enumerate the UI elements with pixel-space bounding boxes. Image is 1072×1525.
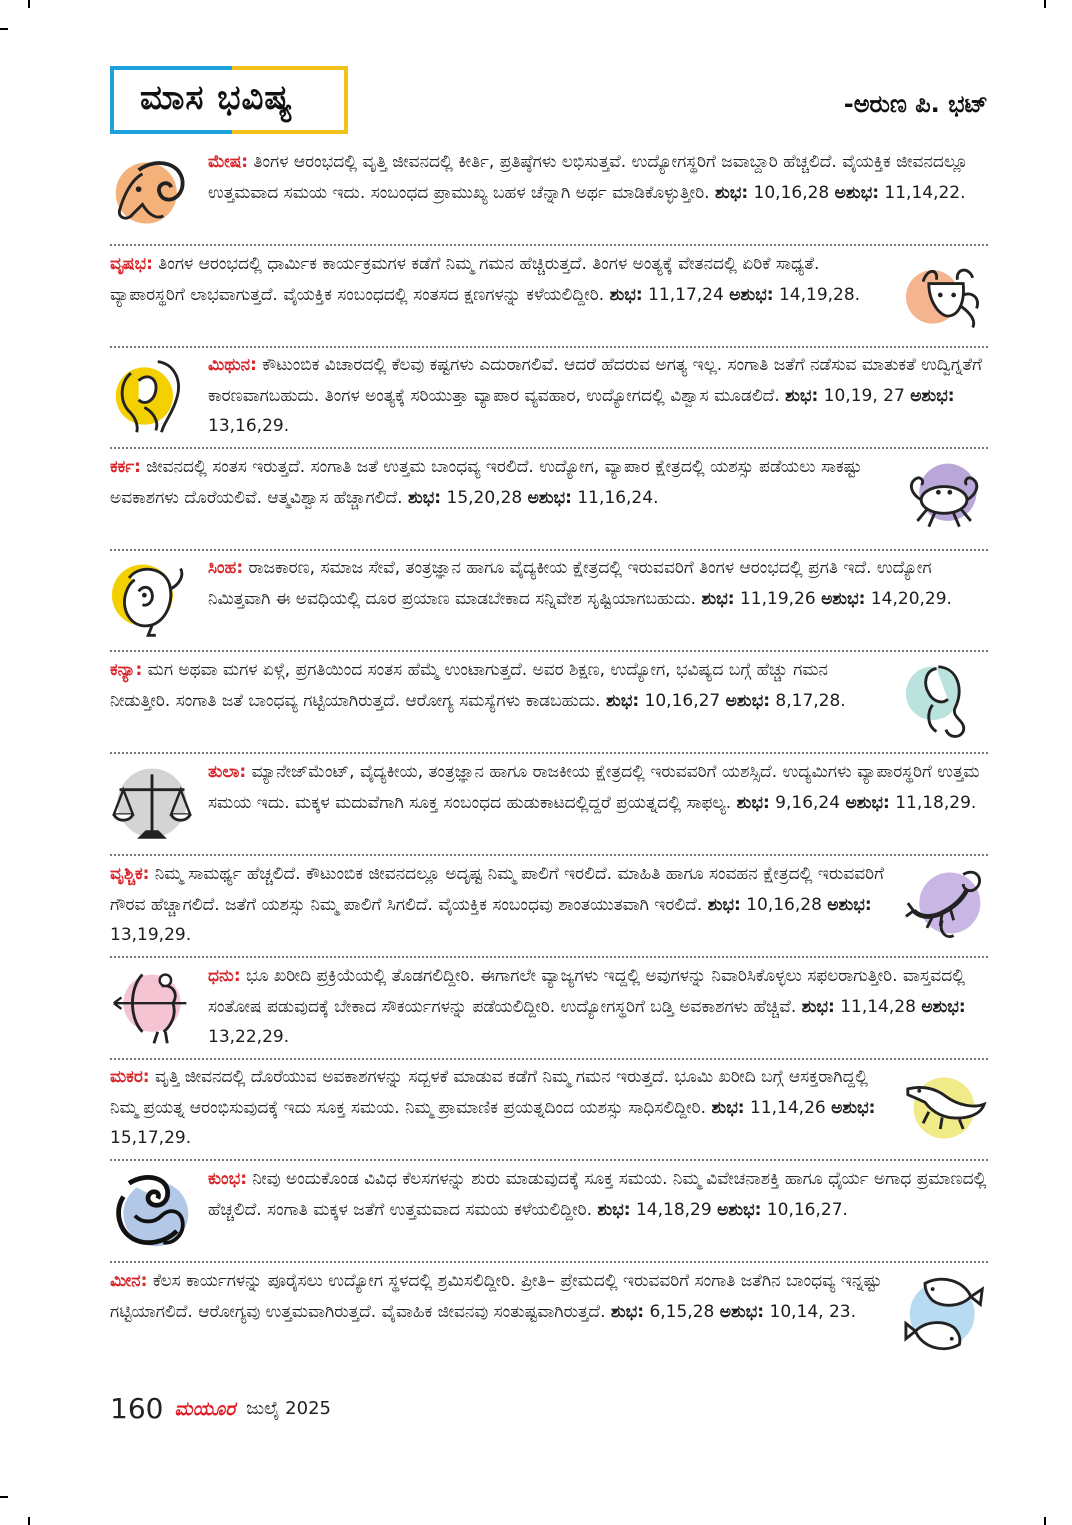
unlucky-dates: 11,14,22.	[884, 182, 966, 203]
page-number: 160	[110, 1392, 164, 1425]
ram-icon	[110, 151, 194, 235]
horoscope-entry	[110, 1058, 988, 1161]
horoscope-entry	[110, 753, 988, 856]
horoscope-text	[110, 452, 888, 513]
lucky-dates: 15,20,28	[446, 487, 523, 508]
water-bearer-icon	[110, 1168, 194, 1252]
prediction-text: ಮ್ಯಾನೇಜ್‌ಮೆಂಟ್, ವೈದ್ಯಕೀಯ, ತಂತ್ರಜ್ಞಾನ ಹಾಗೂ ರಾಜಕೀಯ ಕ್ಷೇತ್ರದಲ್ಲಿ ಇರುವವರಿಗೆ ಯಶಸ್ಸಿದೆ. ಉದ್ಯಮಿಗಳು ವ್ಯಾಪಾರಸ್ಥರಿಗೆ ಉತ್ತಮ ಸಮಯ ಇದು. ಮಕ್ಕಳ ಮದುವೆಗಾಗಿ ಸೂಕ್ತ ಸಂಬಂಧದ ಹುಡುಕಾಟದಲ್ಲಿದ್ದರೆ ಪ್ರಯತ್ನದಲ್ಲಿ ಸಾಫಲ್ಯ.	[208, 762, 980, 813]
horoscope-entry	[110, 346, 988, 449]
unlucky-dates: 10,14, 23.	[769, 1301, 857, 1322]
sign-name: ವೃಷಭ:	[110, 254, 153, 274]
unlucky-dates: 15,17,29.	[110, 1128, 192, 1148]
prediction-text: ಕೌಟುಂಬಿಕ ವಿಚಾರದಲ್ಲಿ ಕೆಲವು ಕಷ್ಟಗಳು ಎದುರಾಗಲಿವೆ. ಆದರೆ ಹೆದರುವ ಅಗತ್ಯ ಇಲ್ಲ. ಸಂಗಾತಿ ಜತೆಗೆ ನಡೆಸುವ ಮಾತುಕತೆ ಉದ್ವಿಗ್ನತೆಗೆ ಕಾರಣವಾಗಬಹುದು. ತಿಂಗಳ ಅಂತ್ಯಕ್ಕೆ ಸರಿಯುತ್ತಾ ವ್ಯಾಪಾರ ವ್ಯವಹಾರ, ಉದ್ಯೋಗದಲ್ಲಿ ವಿಶ್ವಾಸ ಮೂಡಲಿದೆ.	[208, 355, 982, 406]
horoscope-entry	[110, 143, 988, 246]
sign-name: ಕರ್ಕ:	[110, 457, 141, 477]
unlucky-dates: 11,18,29.	[895, 792, 977, 813]
unlucky-label: ಅಶುಭ:	[719, 1301, 765, 1322]
fish-icon	[904, 1270, 988, 1354]
prediction-text: ಭೂ ಖರೀದಿ ಪ್ರಕ್ರಿಯೆಯಲ್ಲಿ ತೊಡಗಲಿದ್ದೀರಿ. ಈಗಾಗಲೇ ವ್ಯಾಜ್ಯಗಳು ಇದ್ದಲ್ಲಿ ಅವುಗಳನ್ನು ನಿವಾರಿಸಿಕೊಳ್ಳಲು ಸಫಲರಾಗುತ್ತೀರಿ. ವಾಸ್ತವದಲ್ಲಿ ಸಂತೋಷ ಪಡುವುದಕ್ಕೆ ಬೇಕಾದ ಸೌಕರ್ಯಗಳನ್ನು ಪಡೆಯಲಿದ್ದೀರಿ. ಉದ್ಯೋಗಸ್ಥರಿಗೆ ಬಡ್ತಿ ಅವಕಾಶಗಳು ಹೆಚ್ಚಿವೆ.	[208, 966, 966, 1017]
prediction-text: ತಿಂಗಳ ಆರಂಭದಲ್ಲಿ ಧಾರ್ಮಿಕ ಕಾರ್ಯಕ್ರಮಗಳ ಕಡೆಗೆ ನಿಮ್ಮ ಗಮನ ಹೆಚ್ಚಿರುತ್ತದೆ. ತಿಂಗಳ ಅಂತ್ಯಕ್ಕೆ ವೇತನದಲ್ಲಿ ಏರಿಕೆ ಸಾಧ್ಯತೆ. ವ್ಯಾಪಾರಸ್ಥರಿಗೆ ಲಾಭವಾಗುತ್ತದೆ. ವೈಯಕ್ತಿಕ ಸಂಬಂಧದಲ್ಲಿ ಸಂತಸದ ಕ್ಷಣಗಳನ್ನು ಕಳೆಯಲಿದ್ದೀರಿ.	[110, 254, 820, 305]
horoscope-text	[208, 553, 988, 614]
prediction-text: ಕೆಲಸ ಕಾರ್ಯಗಳನ್ನು ಪೂರೈಸಲು ಉದ್ಯೋಗ ಸ್ಥಳದಲ್ಲಿ ಶ್ರಮಿಸಲಿದ್ದೀರಿ. ಪ್ರೀತಿ– ಪ್ರೇಮದಲ್ಲಿ ಇರುವವರಿಗೆ ಸಂಗಾತಿ ಜತೆಗಿನ ಬಾಂಧವ್ಯ ಇನ್ನಷ್ಟು ಗಟ್ಟಿಯಾಗಲಿದೆ. ಆರೋಗ್ಯವು ಉತ್ತಮವಾಗಿರುತ್ತದೆ. ವೈವಾಹಿಕ ಜೀವನವು ಸಂತುಷ್ಟವಾಗಿರುತ್ತದೆ.	[110, 1271, 882, 1322]
title-frame	[110, 66, 348, 134]
magazine-logo: ಮಯೂರ	[174, 1397, 236, 1420]
horoscope-text	[110, 1266, 888, 1327]
lucky-dates: 9,16,24	[775, 792, 841, 813]
sign-name: ಮೀನ:	[110, 1271, 148, 1291]
lucky-dates: 10,16,27	[644, 690, 721, 711]
unlucky-label: ಅಶುಭ:	[827, 894, 872, 915]
prediction-text: ನಿಮ್ಮ ಸಾಮರ್ಥ್ಯ ಹೆಚ್ಚಲಿದೆ. ಕೌಟುಂಬಿಕ ಜೀವನದಲ್ಲೂ ಅದೃಷ್ಟ ನಿಮ್ಮ ಪಾಲಿಗೆ ಇರಲಿದೆ. ಮಾಹಿತಿ ಹಾಗೂ ಸಂವಹನ ಕ್ಷೇತ್ರದಲ್ಲಿ ಇರುವವರಿಗೆ ಗೌರವ ಹೆಚ್ಚಾಗಲಿದೆ. ಜತೆಗೆ ಯಶಸ್ಸು ನಿಮ್ಮ ಪಾಲಿಗೆ ಸಿಗಲಿದೆ. ವೈಯಕ್ತಿಕ ಸಂಬಂಧವು ಶಾಂತಯುತವಾಗಿ ಇರಲಿದೆ.	[110, 864, 885, 915]
lucky-label: ಶುಭ:	[606, 690, 640, 711]
lucky-label: ಶುಭ:	[707, 894, 741, 915]
horoscope-entry	[110, 651, 988, 754]
bull-icon	[904, 253, 988, 337]
prediction-text: ವೃತ್ತಿ ಜೀವನದಲ್ಲಿ ದೊರೆಯುವ ಅವಕಾಶಗಳನ್ನು ಸದ್ಬಳಕೆ ಮಾಡುವ ಕಡೆಗೆ ನಿಮ್ಮ ಗಮನ ಇರುತ್ತದೆ. ಭೂಮಿ ಖರೀದಿ ಬಗ್ಗೆ ಆಸಕ್ತರಾಗಿದ್ದಲ್ಲಿ ನಿಮ್ಮ ಪ್ರಯತ್ನ ಆರಂಭಿಸುವುದಕ್ಕೆ ಇದು ಸೂಕ್ತ ಸಮಯ. ನಿಮ್ಮ ಪ್ರಾಮಾಣಿಕ ಪ್ರಯತ್ನದಿಂದ ಯಶಸ್ಸು ಸಾಧಿಸಲಿದ್ದೀರಿ.	[110, 1067, 868, 1118]
crop-mark-top-left	[28, 0, 30, 8]
sign-name: ತುಲಾ:	[208, 762, 247, 782]
sign-name: ಕನ್ಯಾ:	[110, 660, 143, 680]
sign-name: ಮಿಥುನ:	[208, 355, 257, 375]
sign-name: ಧನು:	[208, 966, 241, 986]
prediction-text: ತಿಂಗಳ ಆರಂಭದಲ್ಲಿ ವೃತ್ತಿ ಜೀವನದಲ್ಲಿ ಕೀರ್ತಿ, ಪ್ರತಿಷ್ಠೆಗಳು ಲಭಿಸುತ್ತವೆ. ಉದ್ಯೋಗಸ್ಥರಿಗೆ ಜವಾಬ್ದಾರಿ ಹೆಚ್ಚಲಿದೆ. ವೈಯಕ್ತಿಕ ಜೀವನದಲ್ಲೂ ಉತ್ತಮವಾದ ಸಮಯ ಇದು. ಸಂಬಂಧದ ಪ್ರಾಮುಖ್ಯ ಬಹಳ ಚೆನ್ನಾಗಿ ಅರ್ಥ ಮಾಡಿಕೊಳ್ಳುತ್ತೀರಿ.	[208, 152, 968, 203]
unlucky-dates: 13,19,29.	[110, 925, 192, 945]
unlucky-label: ಅಶುಭ:	[717, 1199, 762, 1220]
unlucky-label: ಅಶುಭ:	[729, 284, 774, 305]
lucky-dates: 10,19, 27	[823, 385, 905, 406]
lucky-label: ಶುಭ:	[407, 487, 442, 508]
scorpion-icon	[904, 863, 988, 947]
sign-name: ಕುಂಭ:	[208, 1169, 247, 1189]
horoscope-text	[208, 1164, 988, 1225]
unlucky-dates: 8,17,28.	[775, 690, 846, 711]
prediction-text: ರಾಜಕಾರಣ, ಸಮಾಜ ಸೇವೆ, ತಂತ್ರಜ್ಞಾನ ಹಾಗೂ ವೈದ್ಯಕೀಯ ಕ್ಷೇತ್ರದಲ್ಲಿ ಇರುವವರಿಗೆ ತಿಂಗಳ ಆರಂಭದಲ್ಲಿ ಪ್ರಗತಿ ಇದೆ. ಉದ್ಯೋಗ ನಿಮಿತ್ತವಾಗಿ ಈ ಅವಧಿಯಲ್ಲಿ ದೂರ ಪ್ರಯಾಣ ಮಾಡಬೇಕಾದ ಸನ್ನಿವೇಶ ಸೃಷ್ಟಿಯಾಗಬಹುದು.	[208, 558, 932, 609]
unlucky-label: ಅಶುಭ:	[831, 1097, 876, 1118]
horoscope-entry	[110, 855, 988, 958]
lucky-label: ಶುಭ:	[711, 1097, 745, 1118]
horoscope-entry	[110, 448, 988, 551]
crop-mark-bottom-right	[1044, 1517, 1046, 1525]
horoscope-entry	[110, 549, 988, 652]
scales-icon	[110, 761, 194, 845]
prediction-text: ನೀವು ಅಂದುಕೊಂಡ ವಿವಿಧ ಕೆಲಸಗಳನ್ನು ಶುರು ಮಾಡುವುದಕ್ಕೆ ಸೂಕ್ತ ಸಮಯ. ನಿಮ್ಮ ವಿವೇಚನಾಶಕ್ತಿ ಹಾಗೂ ಧೈರ್ಯ ಅಗಾಧ ಪ್ರಮಾಣದಲ್ಲಿ ಹೆಚ್ಚಲಿದೆ. ಸಂಗಾತಿ ಮಕ್ಕಳ ಜತೆಗೆ ಉತ್ತಮವಾದ ಸಮಯ ಕಳೆಯಲಿದ್ದೀರಿ.	[208, 1169, 987, 1220]
unlucky-dates: 11,16,24.	[577, 487, 659, 508]
horoscope-text	[110, 1062, 888, 1154]
horoscope-entry	[110, 245, 988, 348]
crop-mark-left-top	[0, 28, 8, 30]
author-byline: -ಅರುಣ ಪಿ. ಭಟ್	[843, 90, 988, 118]
unlucky-label: ಅಶುಭ:	[527, 487, 572, 508]
sign-name: ಮಕರ:	[110, 1067, 150, 1087]
maiden-icon	[904, 659, 988, 743]
unlucky-label: ಅಶುಭ:	[921, 996, 966, 1017]
horoscope-text	[110, 655, 888, 716]
unlucky-label: ಅಶುಭ:	[821, 588, 866, 609]
unlucky-dates: 10,16,27.	[766, 1199, 848, 1220]
horoscope-entry	[110, 1160, 988, 1263]
lucky-label: ಶುಭ:	[701, 588, 735, 609]
horoscope-entry	[110, 1262, 988, 1363]
horoscope-text	[208, 757, 988, 818]
lucky-label: ಶುಭ:	[597, 1199, 631, 1220]
lucky-label: ಶುಭ:	[609, 284, 643, 305]
lucky-dates: 11,19,26	[739, 588, 816, 609]
prediction-text: ಮಗ ಅಥವಾ ಮಗಳ ಏಳ್ಗೆ, ಪ್ರಗತಿಯಿಂದ ಸಂತಸ ಹೆಮ್ಮೆ ಉಂಟಾಗುತ್ತದೆ. ಅವರ ಶಿಕ್ಷಣ, ಉದ್ಯೋಗ, ಭವಿಷ್ಯದ ಬಗ್ಗೆ ಹೆಚ್ಚು ಗಮನ ನೀಡುತ್ತೀರಿ. ಸಂಗಾತಿ ಜತೆ ಬಾಂಧವ್ಯ ಗಟ್ಟಿಯಾಗಿರುತ್ತದೆ. ಆರೋಗ್ಯ ಸಮಸ್ಯೆಗಳು ಕಾಡಬಹುದು.	[110, 660, 828, 711]
horoscope-text	[208, 147, 988, 208]
sign-name: ವೃಶ್ಚಿಕ:	[110, 864, 150, 884]
archer-icon	[110, 965, 194, 1049]
lion-icon	[110, 557, 194, 641]
horoscope-text	[208, 350, 988, 442]
lucky-dates: 11,17,24	[648, 284, 724, 305]
lucky-dates: 14,18,29	[635, 1199, 712, 1220]
twins-icon	[110, 354, 194, 438]
crop-mark-left-bottom	[0, 1496, 8, 1498]
lucky-dates: 11,14,26	[750, 1097, 826, 1118]
unlucky-label: ಅಶುಭ:	[910, 385, 955, 406]
unlucky-dates: 13,22,29.	[208, 1027, 290, 1047]
sign-name: ಸಿಂಹ:	[208, 558, 244, 578]
horoscope-text	[110, 249, 888, 310]
issue-date: ಜುಲೈ 2025	[246, 1398, 331, 1419]
lucky-dates: 11,14,28	[840, 996, 916, 1017]
horoscope-text	[208, 961, 988, 1053]
horoscope-entry	[110, 957, 988, 1060]
unlucky-dates: 14,19,28.	[778, 284, 861, 305]
unlucky-label: ಅಶುಭ:	[845, 792, 890, 813]
lucky-label: ಶುಭ:	[785, 385, 819, 406]
crop-mark-bottom-left	[28, 1517, 30, 1525]
unlucky-label: ಅಶುಭ:	[725, 690, 770, 711]
lucky-dates: 10,16,28	[753, 182, 830, 203]
unlucky-dates: 14,20,29.	[870, 588, 952, 609]
lucky-label: ಶುಭ:	[736, 792, 770, 813]
horoscope-text	[110, 859, 888, 951]
lucky-dates: 6,15,28	[649, 1301, 715, 1322]
crop-mark-top-right	[1044, 0, 1046, 8]
lucky-label: ಶುಭ:	[715, 182, 749, 203]
sign-name: ಮೇಷ:	[208, 152, 249, 172]
lucky-label: ಶುಭ:	[610, 1301, 645, 1322]
unlucky-dates: 13,16,29.	[208, 416, 290, 436]
unlucky-label: ಅಶುಭ:	[834, 182, 879, 203]
prediction-text: ಜೀವನದಲ್ಲಿ ಸಂತಸ ಇರುತ್ತದೆ. ಸಂಗಾತಿ ಜತೆ ಉತ್ತಮ ಬಾಂಧವ್ಯ ಇರಲಿದೆ. ಉದ್ಯೋಗ, ವ್ಯಾಪಾರ ಕ್ಷೇತ್ರದಲ್ಲಿ ಯಶಸ್ಸು ಪಡೆಯಲು ಸಾಕಷ್ಟು ಅವಕಾಶಗಳು ದೊರೆಯಲಿವೆ. ಆತ್ಮವಿಶ್ವಾಸ ಹೆಚ್ಚಾಗಲಿದೆ.	[110, 457, 862, 508]
lucky-label: ಶುಭ:	[801, 996, 835, 1017]
lucky-dates: 10,16,28	[746, 894, 822, 915]
page-title: ಮಾಸ ಭವಿಷ್ಯ	[140, 78, 294, 118]
crocodile-icon	[904, 1066, 988, 1150]
page-footer	[110, 1392, 331, 1432]
crab-icon	[904, 456, 988, 540]
